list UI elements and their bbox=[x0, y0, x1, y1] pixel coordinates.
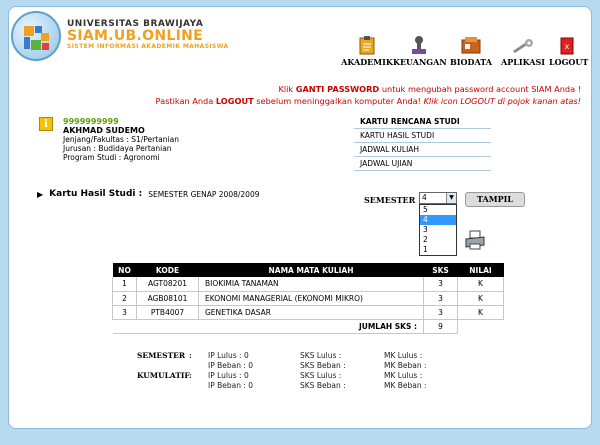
nav-akademik[interactable] bbox=[341, 35, 393, 67]
cell-sks: 3 bbox=[424, 305, 458, 319]
logo-mark-icon bbox=[22, 23, 52, 53]
student-program: Program Studi : Agronomi bbox=[63, 153, 160, 162]
semester-label: SEMESTER bbox=[364, 195, 416, 205]
ip-lulus: IP Lulus : 0 bbox=[208, 351, 249, 360]
col-nilai: NILAI bbox=[458, 263, 504, 277]
sks-lulus: SKS Lulus : bbox=[300, 351, 342, 360]
semester-text: SEMESTER GENAP 2008/2009 bbox=[148, 189, 260, 199]
mk-lulus: MK Lulus : bbox=[384, 351, 423, 360]
cell-kode: AGT08201 bbox=[137, 277, 199, 291]
cell-no: 1 bbox=[113, 277, 137, 291]
money-stamp-icon bbox=[410, 35, 428, 55]
cell-no: 3 bbox=[113, 305, 137, 319]
notice-text: sebelum meninggalkan komputer Anda! bbox=[253, 96, 424, 106]
ip-beban: IP Beban : 0 bbox=[208, 381, 254, 390]
total-sks: 9 bbox=[424, 319, 458, 333]
semester-option[interactable]: 1 bbox=[423, 245, 428, 254]
university-name: UNIVERSITAS BRAWIJAYA bbox=[67, 19, 204, 29]
student-info bbox=[63, 117, 179, 162]
cell-no: 2 bbox=[113, 291, 137, 305]
nav-keuangan[interactable] bbox=[393, 35, 445, 67]
svg-text:x: x bbox=[564, 42, 570, 51]
info-icon: i bbox=[39, 117, 53, 131]
cell-nama: EKONOMI MANAGERIAL (EKONOMI MIKRO) bbox=[199, 291, 424, 305]
wrench-icon bbox=[511, 39, 535, 55]
col-no: NO bbox=[113, 263, 137, 277]
nav-biodata-label: BIODATA bbox=[450, 57, 492, 67]
summary-kumulatif-label: KUMULATIF bbox=[137, 371, 190, 380]
student-nim: 9999999999 bbox=[63, 117, 119, 126]
notice-text: untuk mengubah password account SIAM Anda ! bbox=[379, 84, 581, 94]
cell-nama: GENETIKA DASAR bbox=[199, 305, 424, 319]
ip-lulus: IP Lulus : 0 bbox=[208, 371, 249, 380]
tampil-button[interactable]: TAMPIL bbox=[465, 192, 525, 207]
table-row bbox=[113, 277, 504, 291]
col-sks: SKS bbox=[424, 263, 458, 277]
empty-cell bbox=[458, 319, 504, 333]
top-nav bbox=[341, 35, 589, 67]
nav-keuangan-label: KEUANGAN bbox=[393, 57, 447, 67]
exit-icon bbox=[560, 37, 574, 55]
main-frame bbox=[8, 6, 592, 429]
mk-lulus: MK Lulus : bbox=[384, 371, 423, 380]
ip-beban: IP Beban : 0 bbox=[208, 361, 254, 370]
col-kode: KODE bbox=[137, 263, 199, 277]
section-title-text: Kartu Hasil Studi : bbox=[49, 189, 143, 199]
table-row bbox=[113, 291, 504, 305]
clipboard-icon bbox=[358, 35, 376, 55]
table-total-row bbox=[113, 319, 504, 333]
nav-akademik-label: AKADEMIK bbox=[341, 57, 393, 67]
cell-nilai: K bbox=[458, 291, 504, 305]
menu-jadwal-kuliah[interactable]: JADWAL KULIAH bbox=[354, 143, 491, 157]
nav-aplikasi[interactable] bbox=[497, 35, 549, 67]
siam-logo[interactable] bbox=[11, 11, 61, 61]
table-header-row bbox=[113, 263, 504, 277]
semester-select[interactable] bbox=[419, 192, 457, 204]
brand bbox=[67, 19, 229, 50]
nav-logout[interactable] bbox=[549, 35, 589, 67]
semester-option-selected[interactable]: 4 bbox=[420, 215, 456, 225]
grades-table bbox=[112, 263, 504, 334]
notice-logout-word: LOGOUT bbox=[215, 96, 254, 106]
cell-sks: 3 bbox=[424, 291, 458, 305]
student-faculty: Jenjang/Fakultas : S1/Pertanian bbox=[63, 135, 179, 144]
summary-colon: : bbox=[189, 371, 192, 380]
header bbox=[9, 7, 591, 67]
nav-logout-label: LOGOUT bbox=[549, 57, 589, 67]
student-department: Jurusan : Budidaya Pertanian bbox=[63, 144, 172, 153]
menu-krs[interactable]: KARTU RENCANA STUDI bbox=[354, 115, 491, 129]
semester-option[interactable]: 3 bbox=[423, 225, 428, 234]
cell-nama: BIOKIMIA TANAMAN bbox=[199, 277, 424, 291]
semester-dropdown-list bbox=[419, 204, 457, 256]
summary-semester-label: SEMESTER bbox=[137, 351, 186, 360]
col-nama: NAMA MATA KULIAH bbox=[199, 263, 424, 277]
notice-text: Klik bbox=[278, 84, 296, 94]
menu-jadwal-ujian[interactable]: JADWAL UJIAN bbox=[354, 157, 491, 171]
id-card-icon bbox=[461, 35, 481, 55]
section-title bbox=[37, 189, 260, 199]
total-label: JUMLAH SKS : bbox=[113, 319, 424, 333]
cell-kode: AGB08101 bbox=[137, 291, 199, 305]
nav-aplikasi-label: APLIKASI bbox=[501, 57, 545, 67]
semester-option[interactable]: 5 bbox=[423, 205, 428, 214]
sks-beban: SKS Beban : bbox=[300, 381, 346, 390]
study-menu bbox=[354, 115, 491, 171]
site-subtitle: SISTEM INFORMASI AKADEMIK MAHASISWA bbox=[67, 43, 229, 50]
menu-khs[interactable]: KARTU HASIL STUDI bbox=[354, 129, 491, 143]
semester-option[interactable]: 2 bbox=[423, 235, 428, 244]
notice bbox=[156, 83, 581, 107]
student-name: AKHMAD SUDEMO bbox=[63, 126, 145, 135]
nav-biodata[interactable] bbox=[445, 35, 497, 67]
table-row bbox=[113, 305, 504, 319]
ganti-password-link[interactable]: GANTI PASSWORD bbox=[295, 84, 380, 94]
notice-italic: Klik icon LOGOUT di pojok kanan atas! bbox=[423, 96, 581, 106]
cell-nilai: K bbox=[458, 277, 504, 291]
notice-text: Pastikan Anda bbox=[155, 96, 216, 106]
site-name: SIAM.UB.ONLINE bbox=[67, 28, 203, 44]
cell-sks: 3 bbox=[424, 277, 458, 291]
printer-icon[interactable] bbox=[464, 229, 486, 251]
arrow-right-icon: ▶ bbox=[37, 189, 44, 199]
chevron-down-icon[interactable]: ▼ bbox=[446, 193, 456, 203]
cell-kode: PTB4007 bbox=[137, 305, 199, 319]
sks-beban: SKS Beban : bbox=[300, 361, 346, 370]
cell-nilai: K bbox=[458, 305, 504, 319]
mk-beban: MK Beban : bbox=[384, 381, 427, 390]
summary-colon: : bbox=[189, 351, 192, 360]
mk-beban: MK Beban : bbox=[384, 361, 427, 370]
semester-select-value: 4 bbox=[422, 193, 427, 202]
sks-lulus: SKS Lulus : bbox=[300, 371, 342, 380]
